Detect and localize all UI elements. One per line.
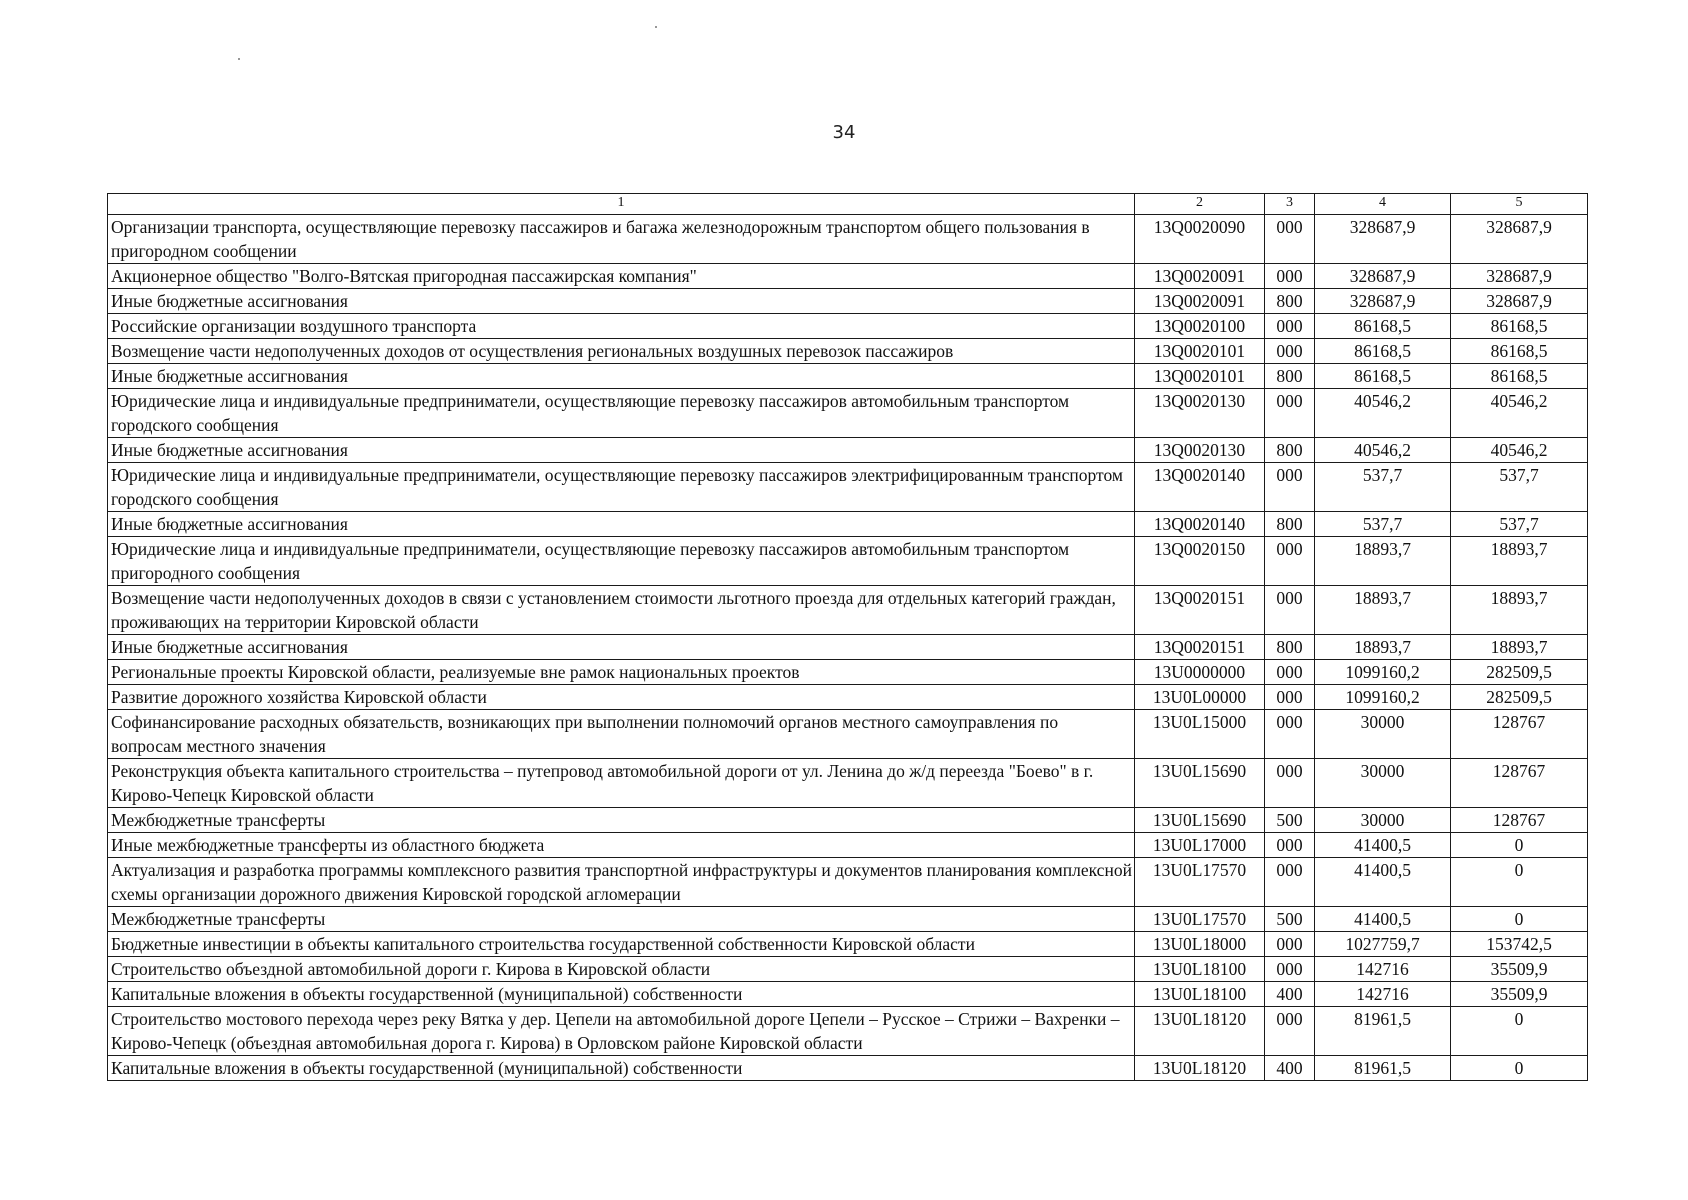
row-type-cell: 800 bbox=[1265, 289, 1315, 314]
row-type-cell: 800 bbox=[1265, 512, 1315, 537]
row-type-cell: 000 bbox=[1265, 759, 1315, 808]
table-row bbox=[108, 932, 1588, 957]
row-value-1-cell: 40546,2 bbox=[1315, 389, 1451, 438]
row-value-2-cell: 328687,9 bbox=[1451, 264, 1588, 289]
row-code-cell: 13Q0020091 bbox=[1135, 289, 1265, 314]
row-type-cell: 000 bbox=[1265, 932, 1315, 957]
row-value-2-cell: 35509,9 bbox=[1451, 957, 1588, 982]
table-row bbox=[108, 264, 1588, 289]
row-value-2-cell: 18893,7 bbox=[1451, 537, 1588, 586]
column-header-type: 3 bbox=[1265, 194, 1315, 215]
row-code-cell: 13Q0020151 bbox=[1135, 635, 1265, 660]
row-value-1-cell: 86168,5 bbox=[1315, 314, 1451, 339]
table-row bbox=[108, 339, 1588, 364]
row-code-cell: 13Q0020130 bbox=[1135, 438, 1265, 463]
row-code-cell: 13U0L18120 bbox=[1135, 1007, 1265, 1056]
row-value-1-cell: 30000 bbox=[1315, 759, 1451, 808]
row-code-cell: 13Q0020140 bbox=[1135, 512, 1265, 537]
table-row bbox=[108, 1056, 1588, 1081]
row-name-cell: Юридические лица и индивидуальные предприниматели, осуществляющие перевозку пассажиров автомобильным транспортом пригородного сообщения bbox=[108, 537, 1135, 586]
row-type-cell: 000 bbox=[1265, 586, 1315, 635]
row-name-cell: Иные межбюджетные трансферты из областного бюджета bbox=[108, 833, 1135, 858]
row-value-2-cell: 128767 bbox=[1451, 710, 1588, 759]
row-name-cell: Межбюджетные трансферты bbox=[108, 907, 1135, 932]
table-row bbox=[108, 215, 1588, 264]
row-name-cell: Региональные проекты Кировской области, реализуемые вне рамок национальных проектов bbox=[108, 660, 1135, 685]
row-name-cell: Иные бюджетные ассигнования bbox=[108, 635, 1135, 660]
row-name-cell: Возмещение части недополученных доходов в связи с установлением стоимости льготного проезда для отдельных категорий граждан, проживающих на территории Кировской области bbox=[108, 586, 1135, 635]
row-type-cell: 000 bbox=[1265, 660, 1315, 685]
row-code-cell: 13Q0020101 bbox=[1135, 364, 1265, 389]
row-name-cell: Иные бюджетные ассигнования bbox=[108, 289, 1135, 314]
row-value-2-cell: 282509,5 bbox=[1451, 660, 1588, 685]
row-name-cell: Иные бюджетные ассигнования bbox=[108, 512, 1135, 537]
row-code-cell: 13Q0020101 bbox=[1135, 339, 1265, 364]
row-code-cell: 13Q0020091 bbox=[1135, 264, 1265, 289]
row-name-cell: Капитальные вложения в объекты государственной (муниципальной) собственности bbox=[108, 982, 1135, 1007]
row-value-1-cell: 1099160,2 bbox=[1315, 660, 1451, 685]
row-value-2-cell: 40546,2 bbox=[1451, 389, 1588, 438]
row-value-1-cell: 328687,9 bbox=[1315, 215, 1451, 264]
table-row bbox=[108, 1007, 1588, 1056]
table-row bbox=[108, 314, 1588, 339]
row-type-cell: 000 bbox=[1265, 339, 1315, 364]
row-value-1-cell: 41400,5 bbox=[1315, 833, 1451, 858]
row-name-cell: Возмещение части недополученных доходов от осуществления региональных воздушных перевозок пассажиров bbox=[108, 339, 1135, 364]
row-type-cell: 500 bbox=[1265, 907, 1315, 932]
column-header-value-1: 4 bbox=[1315, 194, 1451, 215]
table-row bbox=[108, 957, 1588, 982]
row-name-cell: Реконструкция объекта капитального строительства – путепровод автомобильной дороги от ул. Ленина до ж/д переезда "Боево" в г. Кирово-Чепецк Кировской области bbox=[108, 759, 1135, 808]
row-value-1-cell: 18893,7 bbox=[1315, 586, 1451, 635]
table-row bbox=[108, 808, 1588, 833]
row-value-2-cell: 328687,9 bbox=[1451, 289, 1588, 314]
table-row bbox=[108, 512, 1588, 537]
row-value-2-cell: 0 bbox=[1451, 858, 1588, 907]
row-name-cell: Иные бюджетные ассигнования bbox=[108, 364, 1135, 389]
table-row bbox=[108, 759, 1588, 808]
scan-speck bbox=[238, 58, 240, 60]
row-value-1-cell: 328687,9 bbox=[1315, 289, 1451, 314]
row-value-2-cell: 153742,5 bbox=[1451, 932, 1588, 957]
row-code-cell: 13U0L15690 bbox=[1135, 808, 1265, 833]
row-code-cell: 13U0L17570 bbox=[1135, 907, 1265, 932]
row-code-cell: 13Q0020151 bbox=[1135, 586, 1265, 635]
row-value-2-cell: 128767 bbox=[1451, 759, 1588, 808]
row-name-cell: Акционерное общество "Волго-Вятская пригородная пассажирская компания" bbox=[108, 264, 1135, 289]
table-row bbox=[108, 635, 1588, 660]
table-body bbox=[108, 194, 1588, 1081]
row-code-cell: 13Q0020150 bbox=[1135, 537, 1265, 586]
row-value-2-cell: 86168,5 bbox=[1451, 314, 1588, 339]
row-value-2-cell: 0 bbox=[1451, 1007, 1588, 1056]
table-row bbox=[108, 907, 1588, 932]
row-type-cell: 000 bbox=[1265, 264, 1315, 289]
column-header-value-2: 5 bbox=[1451, 194, 1588, 215]
row-value-2-cell: 40546,2 bbox=[1451, 438, 1588, 463]
column-header-name: 1 bbox=[108, 194, 1135, 215]
row-value-1-cell: 537,7 bbox=[1315, 463, 1451, 512]
table-header-row bbox=[108, 194, 1588, 215]
row-name-cell: Юридические лица и индивидуальные предприниматели, осуществляющие перевозку пассажиров электрифицированным транспортом городского сообщения bbox=[108, 463, 1135, 512]
table-row bbox=[108, 586, 1588, 635]
scan-speck bbox=[655, 26, 657, 28]
row-value-1-cell: 41400,5 bbox=[1315, 907, 1451, 932]
row-type-cell: 500 bbox=[1265, 808, 1315, 833]
row-value-1-cell: 30000 bbox=[1315, 710, 1451, 759]
row-type-cell: 000 bbox=[1265, 537, 1315, 586]
row-value-1-cell: 18893,7 bbox=[1315, 537, 1451, 586]
row-type-cell: 000 bbox=[1265, 858, 1315, 907]
row-name-cell: Строительство объездной автомобильной дороги г. Кирова в Кировской области bbox=[108, 957, 1135, 982]
row-type-cell: 000 bbox=[1265, 463, 1315, 512]
row-code-cell: 13U0000000 bbox=[1135, 660, 1265, 685]
row-value-2-cell: 0 bbox=[1451, 907, 1588, 932]
row-code-cell: 13Q0020090 bbox=[1135, 215, 1265, 264]
row-code-cell: 13Q0020140 bbox=[1135, 463, 1265, 512]
row-value-2-cell: 86168,5 bbox=[1451, 339, 1588, 364]
row-name-cell: Организации транспорта, осуществляющие перевозку пассажиров и багажа железнодорожным транспортом общего пользования в пригородном сообщении bbox=[108, 215, 1135, 264]
row-type-cell: 000 bbox=[1265, 215, 1315, 264]
row-type-cell: 800 bbox=[1265, 635, 1315, 660]
row-value-1-cell: 40546,2 bbox=[1315, 438, 1451, 463]
row-value-1-cell: 81961,5 bbox=[1315, 1007, 1451, 1056]
row-type-cell: 000 bbox=[1265, 389, 1315, 438]
row-code-cell: 13Q0020130 bbox=[1135, 389, 1265, 438]
row-value-2-cell: 328687,9 bbox=[1451, 215, 1588, 264]
row-name-cell: Юридические лица и индивидуальные предприниматели, осуществляющие перевозку пассажиров автомобильным транспортом городского сообщения bbox=[108, 389, 1135, 438]
row-value-1-cell: 86168,5 bbox=[1315, 364, 1451, 389]
row-value-1-cell: 1027759,7 bbox=[1315, 932, 1451, 957]
row-value-1-cell: 30000 bbox=[1315, 808, 1451, 833]
row-name-cell: Бюджетные инвестиции в объекты капитального строительства государственной собственности Кировской области bbox=[108, 932, 1135, 957]
row-code-cell: 13U0L15690 bbox=[1135, 759, 1265, 808]
table-row bbox=[108, 710, 1588, 759]
row-type-cell: 000 bbox=[1265, 833, 1315, 858]
row-type-cell: 000 bbox=[1265, 957, 1315, 982]
column-header-code: 2 bbox=[1135, 194, 1265, 215]
row-value-1-cell: 328687,9 bbox=[1315, 264, 1451, 289]
row-value-1-cell: 18893,7 bbox=[1315, 635, 1451, 660]
table-row bbox=[108, 389, 1588, 438]
row-name-cell: Межбюджетные трансферты bbox=[108, 808, 1135, 833]
table-row bbox=[108, 858, 1588, 907]
row-value-2-cell: 18893,7 bbox=[1451, 635, 1588, 660]
row-value-2-cell: 86168,5 bbox=[1451, 364, 1588, 389]
row-value-1-cell: 537,7 bbox=[1315, 512, 1451, 537]
row-code-cell: 13U0L17000 bbox=[1135, 833, 1265, 858]
row-type-cell: 800 bbox=[1265, 438, 1315, 463]
row-value-1-cell: 41400,5 bbox=[1315, 858, 1451, 907]
table-row bbox=[108, 289, 1588, 314]
row-code-cell: 13U0L18120 bbox=[1135, 1056, 1265, 1081]
row-value-1-cell: 1099160,2 bbox=[1315, 685, 1451, 710]
row-code-cell: 13U0L18100 bbox=[1135, 957, 1265, 982]
budget-table bbox=[107, 193, 1588, 1081]
row-code-cell: 13U0L18000 bbox=[1135, 932, 1265, 957]
row-type-cell: 400 bbox=[1265, 1056, 1315, 1081]
page-number: 34 bbox=[832, 122, 856, 143]
table-row bbox=[108, 364, 1588, 389]
row-type-cell: 000 bbox=[1265, 685, 1315, 710]
row-value-2-cell: 35509,9 bbox=[1451, 982, 1588, 1007]
row-name-cell: Иные бюджетные ассигнования bbox=[108, 438, 1135, 463]
row-value-2-cell: 0 bbox=[1451, 833, 1588, 858]
row-value-2-cell: 537,7 bbox=[1451, 512, 1588, 537]
row-value-2-cell: 0 bbox=[1451, 1056, 1588, 1081]
row-name-cell: Российские организации воздушного транспорта bbox=[108, 314, 1135, 339]
row-type-cell: 000 bbox=[1265, 1007, 1315, 1056]
row-code-cell: 13U0L18100 bbox=[1135, 982, 1265, 1007]
table-row bbox=[108, 982, 1588, 1007]
row-value-2-cell: 128767 bbox=[1451, 808, 1588, 833]
row-value-1-cell: 86168,5 bbox=[1315, 339, 1451, 364]
row-type-cell: 400 bbox=[1265, 982, 1315, 1007]
table-row bbox=[108, 438, 1588, 463]
row-name-cell: Актуализация и разработка программы комплексного развития транспортной инфраструктуры и документов планирования комплексной схемы организации дорожного движения Кировской городской агломерации bbox=[108, 858, 1135, 907]
row-value-1-cell: 142716 bbox=[1315, 957, 1451, 982]
row-name-cell: Капитальные вложения в объекты государственной (муниципальной) собственности bbox=[108, 1056, 1135, 1081]
row-value-2-cell: 537,7 bbox=[1451, 463, 1588, 512]
table-row bbox=[108, 537, 1588, 586]
row-type-cell: 000 bbox=[1265, 710, 1315, 759]
row-value-2-cell: 282509,5 bbox=[1451, 685, 1588, 710]
table-row bbox=[108, 833, 1588, 858]
row-name-cell: Развитие дорожного хозяйства Кировской области bbox=[108, 685, 1135, 710]
table-row bbox=[108, 685, 1588, 710]
row-code-cell: 13U0L17570 bbox=[1135, 858, 1265, 907]
table-row bbox=[108, 660, 1588, 685]
table-row bbox=[108, 463, 1588, 512]
row-value-2-cell: 18893,7 bbox=[1451, 586, 1588, 635]
row-name-cell: Софинансирование расходных обязательств, возникающих при выполнении полномочий органов местного самоуправления по вопросам местного значения bbox=[108, 710, 1135, 759]
row-value-1-cell: 81961,5 bbox=[1315, 1056, 1451, 1081]
row-code-cell: 13U0L00000 bbox=[1135, 685, 1265, 710]
row-type-cell: 000 bbox=[1265, 314, 1315, 339]
row-code-cell: 13Q0020100 bbox=[1135, 314, 1265, 339]
row-type-cell: 800 bbox=[1265, 364, 1315, 389]
row-name-cell: Строительство мостового перехода через реку Вятка у дер. Цепели на автомобильной дороге Цепели – Русское – Стрижи – Вахренки – Кирово-Чепецк (объездная автомобильная дорога г. Кирова) в Орловском районе Кировской области bbox=[108, 1007, 1135, 1056]
row-value-1-cell: 142716 bbox=[1315, 982, 1451, 1007]
row-code-cell: 13U0L15000 bbox=[1135, 710, 1265, 759]
